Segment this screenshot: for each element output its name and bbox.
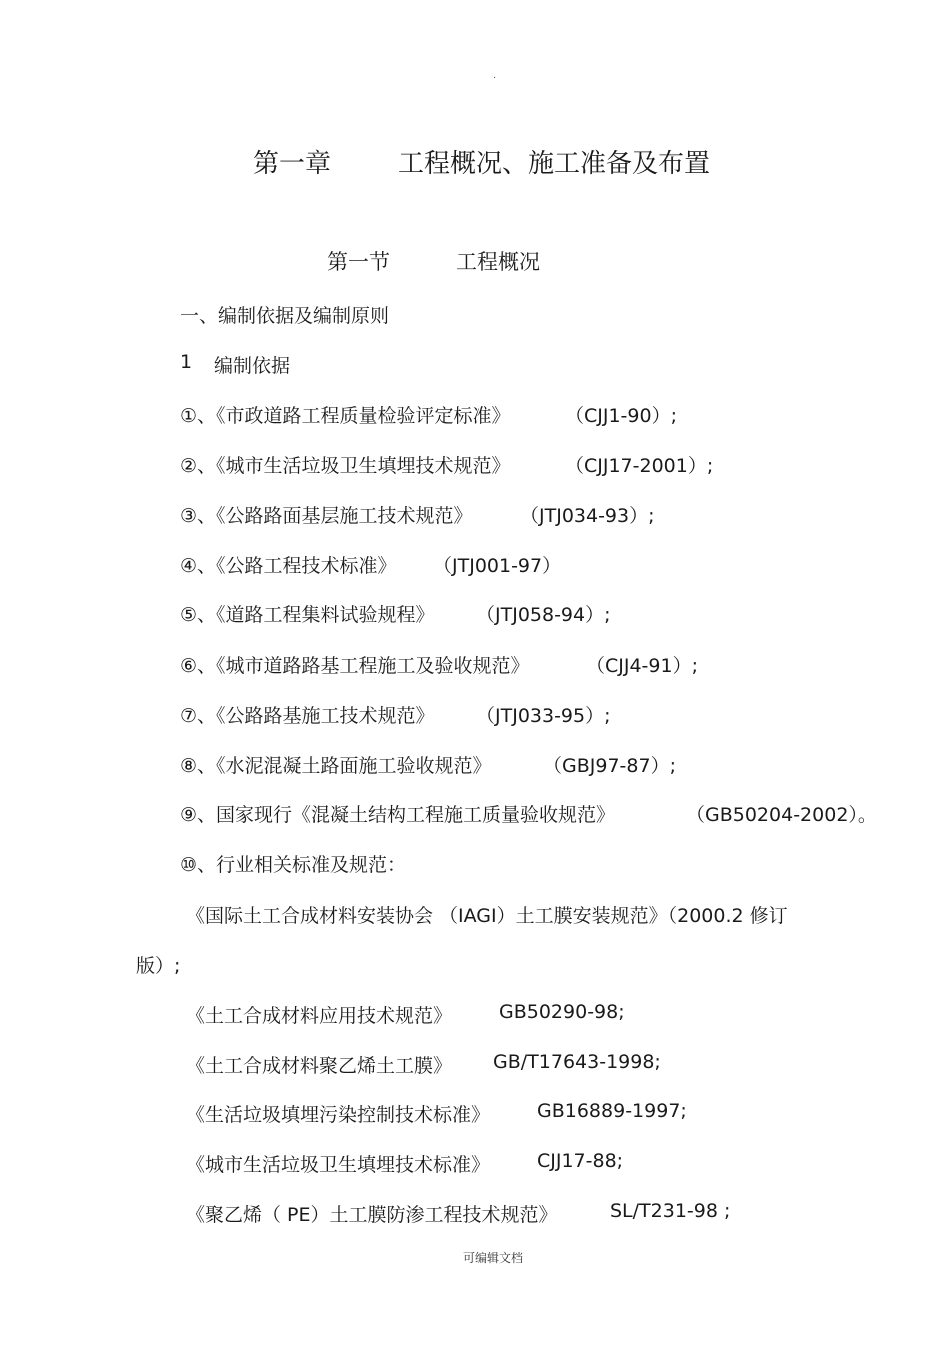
list-item: ⑧、《水泥混凝土路面施工验收规范》 [180, 755, 492, 777]
list-item: ⑨、国家现行《混凝土结构工程施工质量验收规范》 [180, 804, 616, 826]
standard-code: SL/T231-98 ; [610, 1200, 731, 1222]
chapter-title: 工程概况、施工准备及布置 [398, 149, 711, 179]
list-item-code: （JTJ058-94）; [476, 604, 611, 626]
chapter-label: 第一章 [253, 149, 332, 179]
heading-compile-basis: 编制依据 [214, 355, 291, 377]
standard-code: GB/T17643-1998; [493, 1051, 661, 1073]
list-item-code: （CJJ1-90）; [565, 405, 677, 427]
list-item: ⑤、《道路工程集料试验规程》 [180, 604, 435, 626]
list-item-code: （JTJ034-93）; [520, 505, 655, 527]
list-item: ③、《公路路面基层施工技术规范》 [180, 505, 473, 527]
standard-code: GB16889-1997; [537, 1100, 687, 1122]
list-item-code: （GB50204-2002）。 [686, 804, 877, 826]
heading-number: 1 [180, 351, 193, 373]
list-item: ⑩、行业相关标准及规范： [180, 854, 407, 876]
standard-code: CJJ17-88; [537, 1150, 624, 1172]
section-title: 工程概况 [456, 250, 540, 274]
list-item-code: （CJJ4-91）; [586, 655, 698, 677]
top-mark: . [493, 70, 497, 81]
page-footer: 可编辑文档 [463, 1251, 524, 1265]
heading-compile-basis-principles: 一、编制依据及编制原则 [180, 305, 390, 327]
standard-item: 《土工合成材料应用技术规范》 [186, 1005, 453, 1027]
standard-item: 《土工合成材料聚乙烯土工膜》 [186, 1055, 453, 1077]
list-item: ⑦、《公路路基施工技术规范》 [180, 705, 435, 727]
standard-item: 《聚乙烯（ PE）土工膜防渗工程技术规范》 [186, 1204, 558, 1226]
iagi-line-1: 《国际土工合成材料安装协会 （IAGI）土工膜安装规范》（2000.2 修订 [186, 905, 788, 927]
list-item-code: （JTJ001-97） [433, 555, 562, 577]
standard-code: GB50290-98; [499, 1001, 625, 1023]
list-item: ①、《市政道路工程质量检验评定标准》 [180, 405, 511, 427]
iagi-line-2: 版）; [136, 955, 181, 977]
list-item-code: （GBJ97-87）; [543, 755, 676, 777]
list-item: ⑥、《城市道路路基工程施工及验收规范》 [180, 655, 530, 677]
list-item: ④、《公路工程技术标准》 [180, 555, 397, 577]
standard-item: 《城市生活垃圾卫生填埋技术标准》 [186, 1154, 491, 1176]
list-item-code: （JTJ033-95）; [476, 705, 611, 727]
section-label: 第一节 [327, 250, 390, 274]
list-item: ②、《城市生活垃圾卫生填埋技术规范》 [180, 455, 511, 477]
list-item-code: （CJJ17-2001）; [565, 455, 714, 477]
standard-item: 《生活垃圾填埋污染控制技术标准》 [186, 1104, 491, 1126]
